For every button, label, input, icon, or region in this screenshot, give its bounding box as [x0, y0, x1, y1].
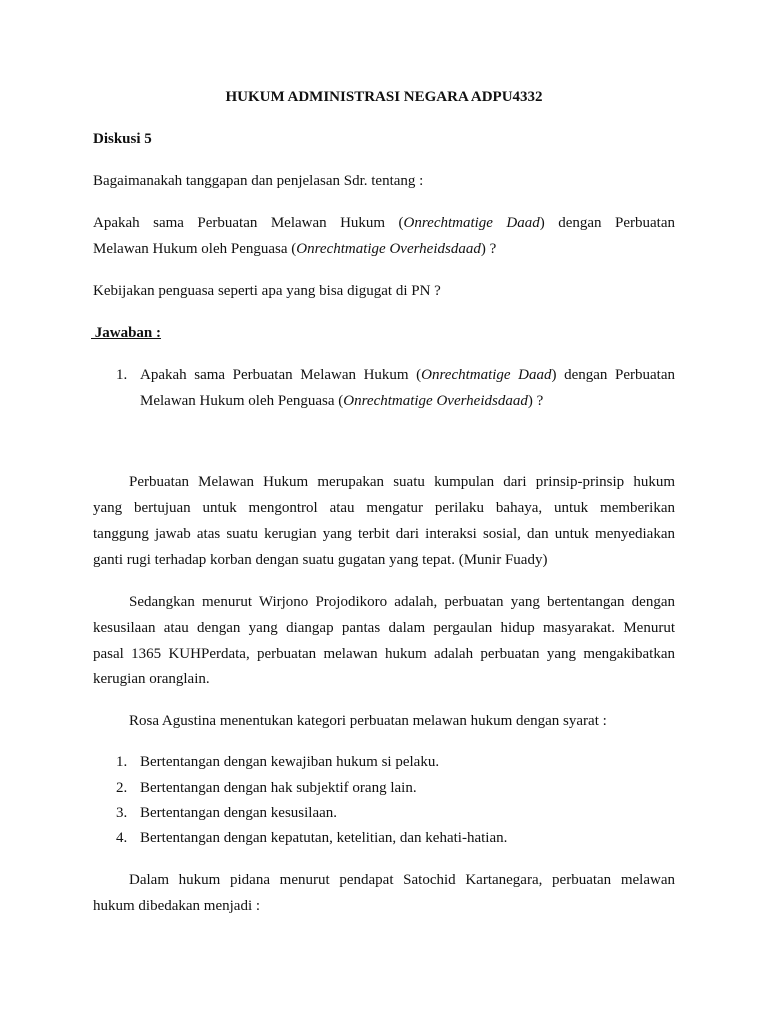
paragraph-4-line-1: Dalam hukum pidana menurut pendapat Satochid Kartanegara, perbuatan melawan — [129, 872, 675, 888]
section-subtitle: Diskusi 5 — [93, 131, 152, 147]
answer-heading: Jawaban : — [91, 325, 162, 341]
document-title: HUKUM ADMINISTRASI NEGARA ADPU4332 — [225, 89, 543, 105]
criteria-item: Bertentangan dengan kewajiban hukum si pelaku. — [140, 754, 440, 770]
criteria-number: 4. — [116, 830, 128, 846]
paragraph-2-line-1: Sedangkan menurut Wirjono Projodikoro adalah, perbuatan yang bertentangan dengan — [129, 594, 675, 610]
paragraph-3: Rosa Agustina menentukan kategori perbuatan melawan hukum dengan syarat : — [129, 713, 607, 729]
paragraph-1-line-1: Perbuatan Melawan Hukum merupakan suatu kumpulan dari prinsip-prinsip hukum — [129, 474, 675, 490]
paragraph-1-line-3: tanggung jawab atas suatu kerugian yang terbit dari interaksi sosial, dan untuk menyediakan — [93, 526, 675, 542]
criteria-item: Bertentangan dengan hak subjektif orang lain. — [140, 780, 417, 796]
paragraph-1-line-4: ganti rugi terhadap korban dengan suatu gugatan yang tepat. (Munir Fuady) — [93, 552, 548, 568]
criteria-number: 1. — [116, 754, 128, 770]
criteria-number: 2. — [116, 780, 128, 796]
answer-item-line-2: Melawan Hukum oleh Penguasa (Onrechtmatige Overheidsdaad) ? — [140, 393, 544, 409]
criteria-item: Bertentangan dengan kepatutan, ketelitian, dan kehati-hatian. — [140, 830, 508, 846]
question-1-line-2: Melawan Hukum oleh Penguasa (Onrechtmatige Overheidsdaad) ? — [93, 241, 497, 257]
answer-item-line-1: Apakah sama Perbuatan Melawan Hukum (Onrechtmatige Daad) dengan Perbuatan — [140, 367, 675, 383]
intro-text: Bagaimanakah tanggapan dan penjelasan Sdr. tentang : — [93, 173, 424, 189]
criteria-number: 3. — [116, 805, 128, 821]
paragraph-4-line-2: hukum dibedakan menjadi : — [93, 898, 261, 914]
paragraph-2-line-2: kesusilaan atau dengan yang diangap pantas dalam pergaulan hidup masyarakat. Menurut — [93, 620, 675, 636]
paragraph-2-line-3: pasal 1365 KUHPerdata, perbuatan melawan hukum adalah perbuatan yang mengakibatkan — [93, 646, 675, 662]
paragraph-1-line-2: yang bertujuan untuk mengontrol atau mengatur perilaku bahaya, untuk memberikan — [93, 500, 675, 516]
paragraph-2-line-4: kerugian oranglain. — [93, 671, 210, 687]
criteria-item: Bertentangan dengan kesusilaan. — [140, 805, 338, 821]
question-2: Kebijakan penguasa seperti apa yang bisa digugat di PN ? — [93, 283, 441, 299]
question-1-line-1: Apakah sama Perbuatan Melawan Hukum (Onrechtmatige Daad) dengan Perbuatan — [93, 215, 675, 231]
answer-item-number: 1. — [116, 367, 128, 383]
